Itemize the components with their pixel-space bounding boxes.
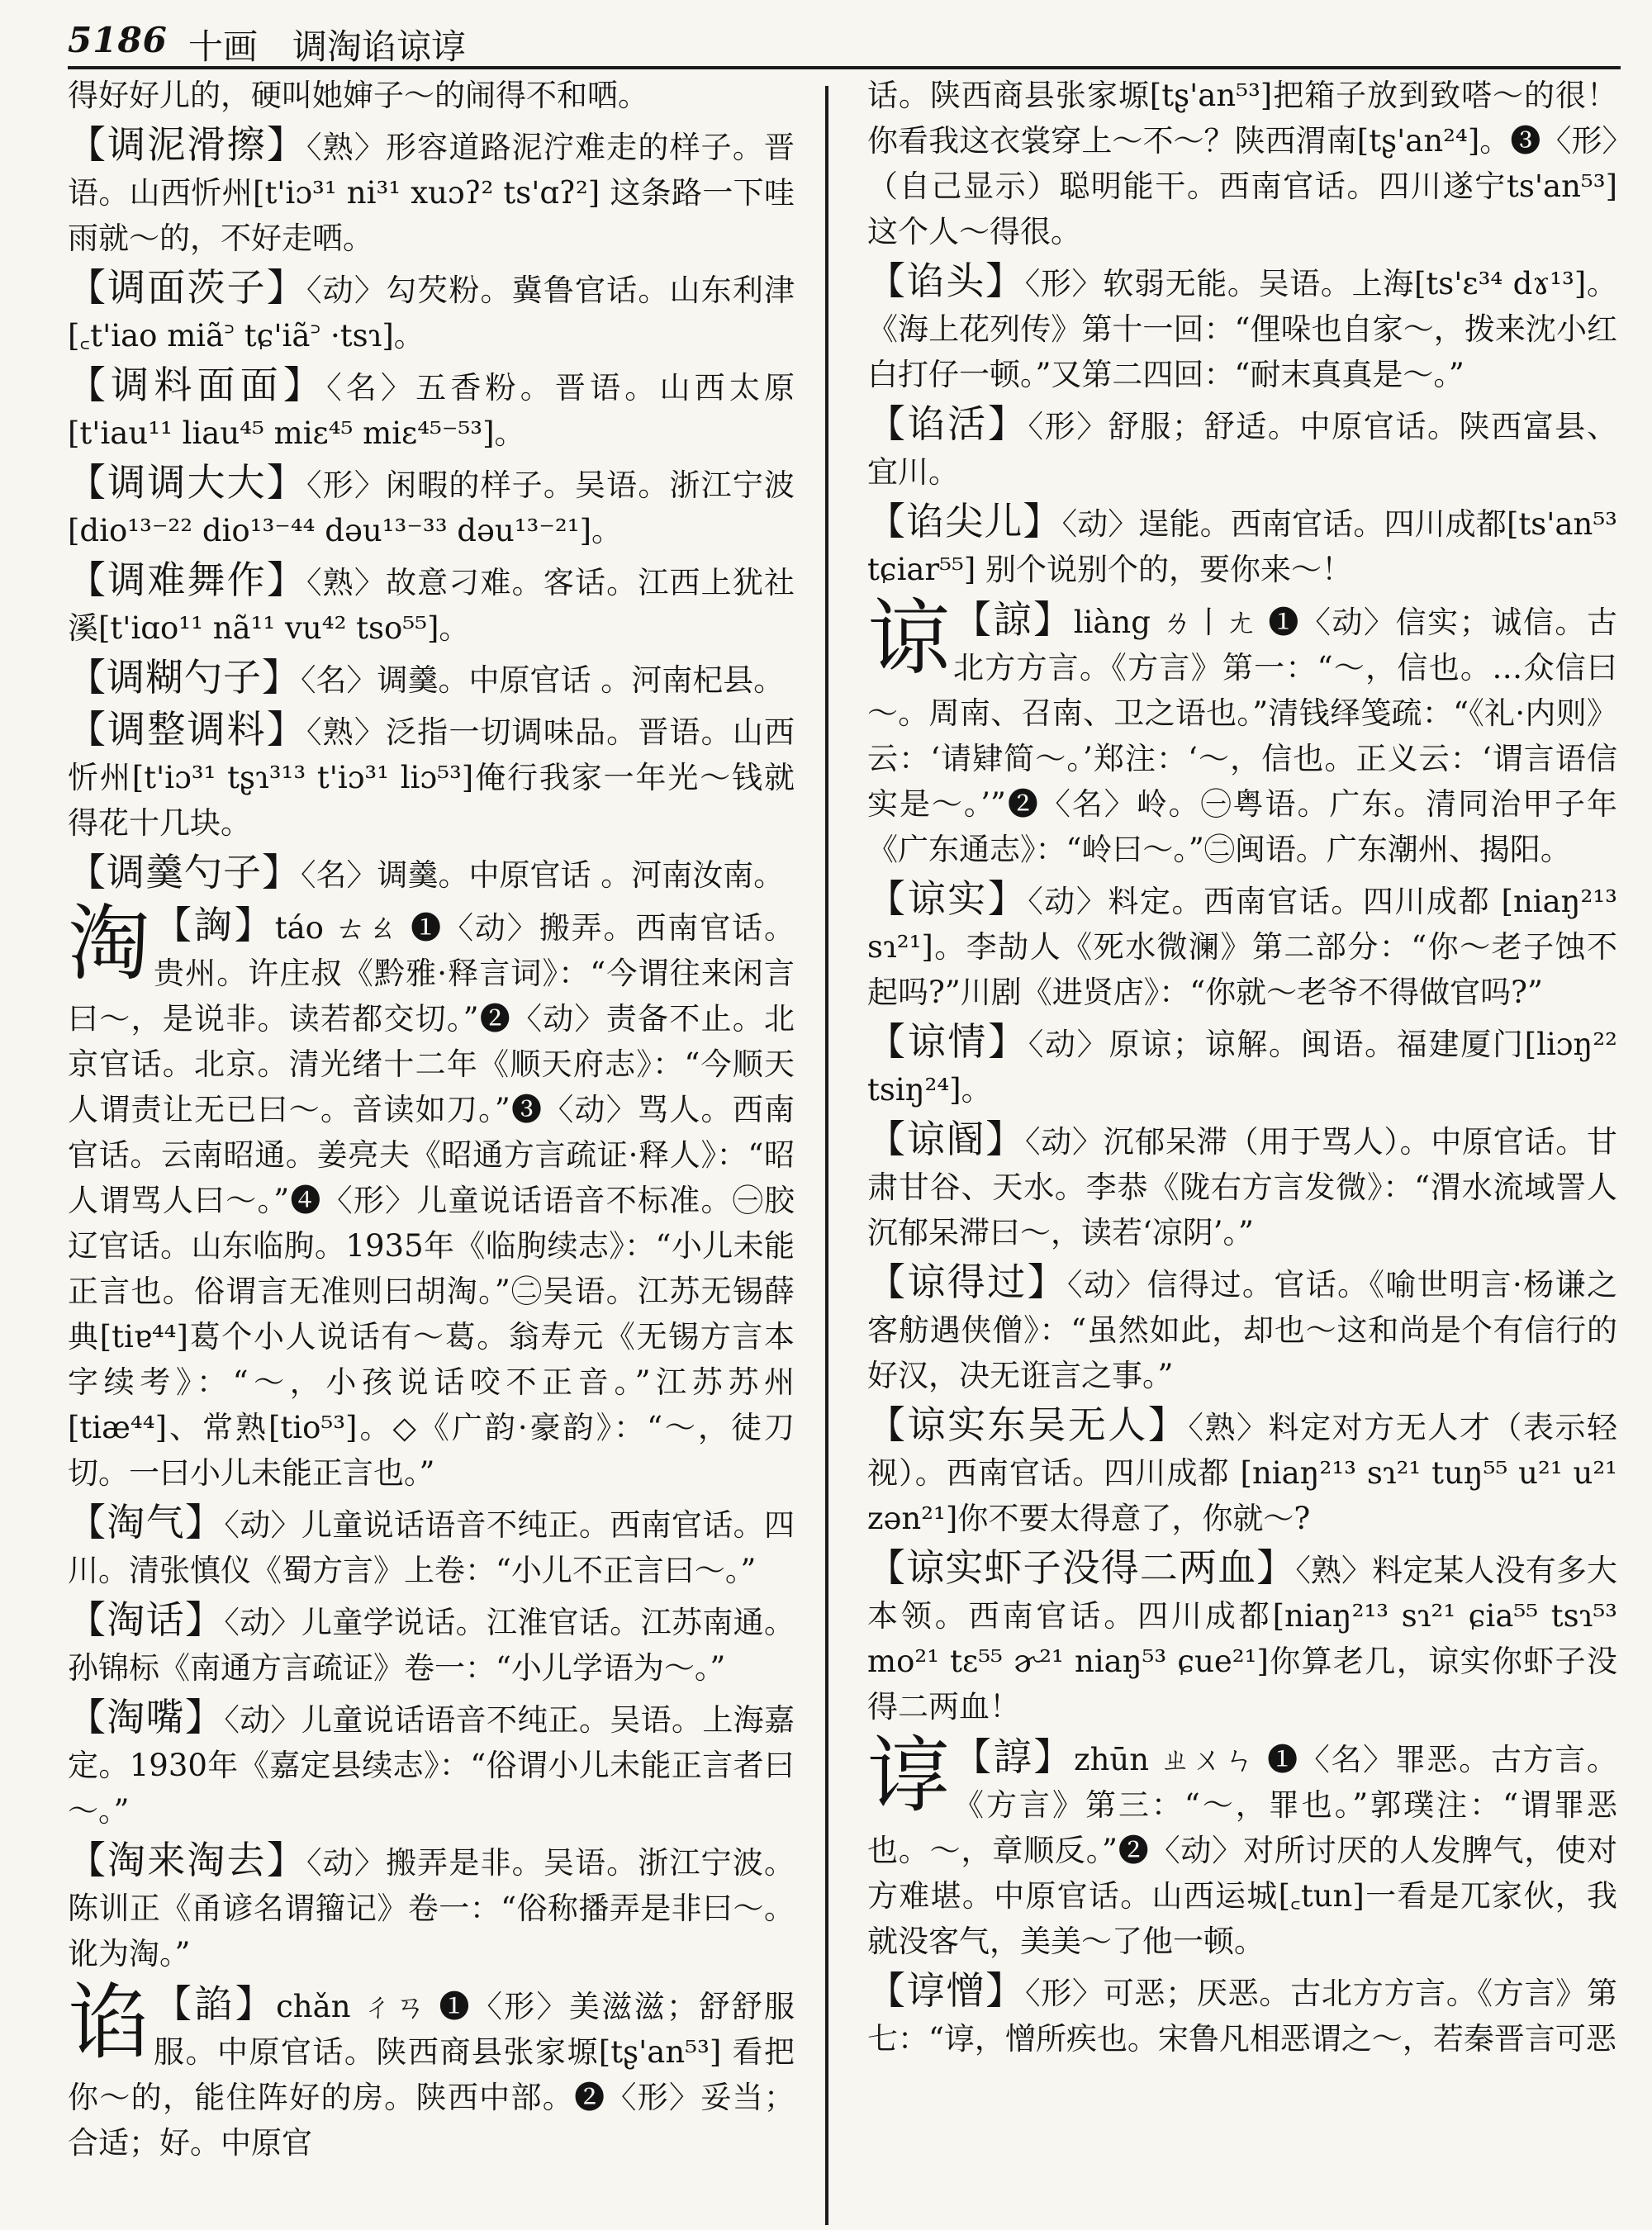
- entry-definition: 〈熟〉故意刁难。客话。江西上犹社溪[t'iɑo¹¹ nã¹¹ vu⁴² tso⁵⁵]。: [68, 565, 795, 646]
- pinyin-zhuyin: zhūn ㄓㄨㄣ: [1074, 1742, 1256, 1777]
- entry-headword: 【淘气】: [68, 1500, 225, 1544]
- head-character: 淘: [68, 895, 150, 992]
- entry-headword: 【谄活】: [867, 401, 1028, 446]
- dictionary-entry: [68, 1500, 795, 1593]
- entry-definition: 〈熟〉料定某人没有多大本领。西南官话。四川成都[niaŋ²¹³ sɿ²¹ ɕia⁵⁵ tsɿ⁵³ mo²¹ tɛ⁵⁵ ɚ²¹ niaŋ⁵³ ɕue²¹]你算老几，谅实你虾子没得二两血！: [867, 1553, 1618, 1725]
- dictionary-entry: [68, 1597, 795, 1691]
- pinyin-zhuyin: liàng ㄌ丨ㄤ: [1073, 605, 1257, 640]
- right-column: [867, 73, 1617, 2062]
- dictionary-entry: [867, 1117, 1617, 1255]
- character-entry: [68, 1974, 795, 2166]
- entry-definition: 〈动〉料定。西南官话。四川成都 [niaŋ²¹³ sɿ²¹]。李劼人《死水微澜》第二部分：“你～老子蚀不起吗?”川剧《进贤店》：“你就～老爷不得做官吗?”: [867, 884, 1617, 1010]
- entry-headword: 【谅实】: [867, 876, 1028, 921]
- traditional-form: 【諂】: [154, 1981, 277, 2026]
- headword-range: 调淘谄谅谆: [292, 26, 467, 67]
- dictionary-entry: [867, 259, 1617, 397]
- head-character: 谄: [68, 1974, 150, 2071]
- entry-headword: 【淘嘴】: [68, 1695, 225, 1739]
- dictionary-entry: [68, 655, 795, 703]
- head-character: 谅: [867, 590, 950, 686]
- section-label: 十画: [188, 26, 259, 67]
- continued-text: 话。陕西商县张家塬[tʂ'an⁵³]把箱子放到致嗒～的很！你看我这衣裳穿上～不～？陕西渭南[tʂ'an²⁴]。❸〈形〉（自己显示）聪明能干。西南官话。四川遂宁ts'an⁵³]这个人～得很。: [867, 78, 1617, 249]
- dictionary-entry: [68, 1838, 795, 1976]
- dictionary-entry: [68, 363, 795, 456]
- pinyin-zhuyin: táo ㄊㄠ: [274, 910, 400, 946]
- dictionary-entry: [68, 558, 795, 651]
- entry-definition: 〈熟〉泛指一切调味品。晋语。山西忻州[t'iɔ³¹ tʂɿ³¹³ t'iɔ³¹ liɔ⁵³]俺行我家一年光～钱就得花十几块。: [68, 714, 795, 841]
- entry-definition: 〈熟〉料定对方无人才（表示轻视）。西南官话。四川成都 [niaŋ²¹³ sɿ²¹ tuŋ⁵⁵ u²¹ u²¹ zən²¹]你不要太得意了，你就～?: [867, 1410, 1618, 1536]
- dictionary-entry: [867, 401, 1617, 495]
- character-senses: ❶〈形〉美滋滋；舒舒服服。中原官话。陕西商县张家塬[tʂ'an⁵³] 看把你～的，能住阵好的房。陕西中部。❷〈形〉妥当；合适；好。中原官: [68, 1989, 795, 2161]
- entry-headword: 【调调大大】: [68, 460, 306, 505]
- dictionary-entry: [867, 1402, 1617, 1541]
- character-entry: [867, 590, 1618, 872]
- entry-headword: 【淘话】: [68, 1597, 225, 1642]
- character-entry: [867, 1727, 1618, 1964]
- page-number: 5186: [68, 20, 168, 60]
- column-divider: [825, 86, 828, 2225]
- character-senses: ❶〈动〉信实；诚信。古北方方言。《方言》第一：“～，信也。…众信曰～。周南、召南、卫之语也。”清钱绎笺疏：“《礼·内则》云：‘请肄简～。’郑注：‘～，信也。正义云：‘谓言语信实是～。’”❷〈名〉岭。㊀粤语。广东。清同治甲子年《广东通志》：“岭曰～。”㊁闽语。广东潮州、揭阳。: [867, 605, 1618, 867]
- dictionary-entry: [867, 1968, 1617, 2062]
- dictionary-entry: [867, 499, 1617, 592]
- entry-headword: 【谅得过】: [867, 1260, 1068, 1304]
- entry-definition: 〈形〉软弱无能。吴语。上海[ts'ɛ³⁴ dɤ¹³]。《海上花列传》第十一回：“俚哚也自家～，拨来沈小红白打仔一顿。”又第二四回：“耐末真真是～。”: [867, 266, 1618, 392]
- entry-definition: 〈动〉沉郁呆滞（用于骂人）。中原官话。甘肃甘谷、天水。李恭《陇右方言发微》：“渭水流域詈人沉郁呆滞曰～，读若‘凉阴’。”: [867, 1124, 1618, 1250]
- traditional-form: 【諒】: [953, 597, 1074, 642]
- entry-definition: 〈动〉信得过。官话。《喻世明言·杨谦之客舫遇侠僧》：“虽然如此，却也～这和尚是个有信行的好汉，决无诳言之事。”: [867, 1267, 1618, 1393]
- entry-definition: 〈熟〉形容道路泥泞难走的样子。晋语。山西忻州[t'iɔ³¹ ni³¹ xuɔʔ² ts'ɑʔ²] 这条路一下哇雨就～的，不好走哂。: [68, 130, 795, 256]
- dictionary-entry: [68, 850, 795, 898]
- character-definition: [867, 590, 1618, 872]
- character-senses: ❶〈名〉罪恶。古方言。《方言》第三：“～，罪也。”郭璞注：“谓罪恶也。～，章顺反。”❷〈动〉对所讨厌的人发脾气，使对方难堪。中原官话。山西运城[꜀tun]一看是兀家伙，我就没客气，美美～了他一顿。: [867, 1742, 1618, 1959]
- entry-definition: 〈动〉勾芡粉。冀鲁官话。山东利津[꜀t'iao miã꜄ tɕ'iã꜄ ·tsɿ]。: [68, 273, 795, 353]
- character-definition: [68, 895, 795, 1496]
- entry-headword: 【谅情】: [867, 1019, 1028, 1064]
- entry-definition: 〈动〉儿童学说话。江淮官话。江苏南通。孙锦标《南通方言疏证》卷一：“小儿学语为～。”: [68, 1605, 795, 1686]
- entry-definition: 〈形〉闲暇的样子。吴语。浙江宁波[dio¹³⁻²² dio¹³⁻⁴⁴ dəu¹³⁻³³ dəu¹³⁻²¹]。: [68, 467, 795, 548]
- dictionary-entry: [867, 1545, 1617, 1729]
- entry-definition: 〈动〉逞能。西南官话。四川成都[ts'an⁵³ tɕiar⁵⁵] 别个说别个的，要你来～！: [867, 506, 1617, 587]
- traditional-form: 【諄】: [953, 1734, 1075, 1779]
- entry-headword: 【谄尖儿】: [867, 499, 1062, 543]
- entry-headword: 【淘来淘去】: [68, 1838, 306, 1882]
- entry-headword: 【调泥滑擦】: [68, 122, 306, 167]
- entry-headword: 【谅实东吴无人】: [867, 1402, 1189, 1447]
- entry-headword: 【调料面面】: [68, 363, 327, 407]
- dictionary-entry: [68, 460, 795, 553]
- entry-definition: 〈形〉可恶；厌恶。古北方方言。《方言》第七：“谆，憎所疾也。宋鲁凡相恶谓之～，若秦晋言可恶: [867, 1976, 1618, 2057]
- left-column: [68, 73, 795, 2166]
- entry-definition: 〈动〉搬弄是非。吴语。浙江宁波。陈训正《甬谚名谓籀记》卷一：“俗称播弄是非曰～。讹为淘。”: [68, 1845, 795, 1971]
- dictionary-entry: [867, 1260, 1617, 1398]
- entry-headword: 【谅实虾子没得二两血】: [867, 1545, 1296, 1590]
- entry-headword: 【谆憎】: [867, 1968, 1025, 2013]
- traditional-form: 【詾】: [154, 903, 275, 947]
- dictionary-entry: [68, 707, 795, 846]
- character-definition: [867, 1727, 1618, 1964]
- entry-definition: 〈动〉原谅；谅解。闽语。福建厦门[liɔŋ²² tsiŋ²⁴]。: [867, 1027, 1617, 1108]
- dictionary-entry: [867, 876, 1617, 1015]
- entry-headword: 【谅阍】: [867, 1117, 1025, 1161]
- entry-headword: 【调羹勺子】: [68, 850, 301, 894]
- character-definition: [68, 1974, 795, 2166]
- entry-definition: 〈形〉舒服；舒适。中原官话。陕西富县、宜川。: [867, 409, 1618, 490]
- page-header: [68, 15, 1621, 69]
- character-senses: ❶〈动〉搬弄。西南官话。贵州。许庄叔《黔雅·释言词》：“今谓往来闲言曰～，是说非。读若都交切。”❷〈动〉责备不止。北京官话。北京。清光绪十二年《顺天府志》：“今顺天人谓责让无已曰～。音读如刀。”❸〈动〉骂人。西南官话。云南昭通。姜亮夫《昭通方言疏证·释人》：“昭人谓骂人曰～。”❹〈形〉儿童说话语音不标准。㊀胶辽官话。山东临朐。1935年《临朐续志》：“小儿未能正言也。俗谓言无准则曰胡淘。”㊁吴语。江苏无锡薛典[tiɐ⁴⁴]葛个小人说话有～葛。翁寿元《无锡方言本字续考》：“～，小孩说话咬不正音。”江苏苏州 [tiæ⁴⁴]、常熟[tio⁵³]。◇《广韵·豪韵》：“～，徒刀切。一曰小儿未能正言也。”: [68, 910, 795, 1491]
- dictionary-entry: [867, 1019, 1617, 1113]
- dictionary-entry: [68, 122, 795, 261]
- pinyin-zhuyin: chǎn ㄔㄢ: [276, 1989, 428, 2024]
- entry-definition: 〈动〉儿童说话语音不纯正。西南官话。四川。清张慎仪《蜀方言》上卷：“小儿不正言曰～。”: [68, 1507, 795, 1588]
- entry-headword: 【谄头】: [867, 259, 1025, 303]
- running-title: [188, 20, 501, 69]
- entry-headword: 【调糊勺子】: [68, 655, 301, 700]
- entry-definition: 〈名〉五香粉。晋语。山西太原[t'iau¹¹ liau⁴⁵ miɛ⁴⁵ miɛ⁴⁵⁻⁵³]。: [68, 370, 795, 451]
- character-entry: [68, 895, 795, 1496]
- entry-definition: 〈名〉调羹。中原官话 。河南杞县。: [301, 662, 785, 698]
- entry-definition: 〈名〉调羹。中原官话 。河南汝南。: [301, 857, 785, 893]
- continued-text: 得好好儿的，硬叫她婶子～的闹得不和哂。: [68, 78, 648, 113]
- entry-definition: 〈动〉儿童说话语音不纯正。吴语。上海嘉定。1930年《嘉定县续志》：“俗谓小儿未能正言者曰～。”: [68, 1702, 795, 1829]
- head-character: 谆: [867, 1727, 950, 1824]
- entry-headword: 【调难舞作】: [68, 558, 306, 602]
- dictionary-entry: [68, 1695, 795, 1834]
- entry-headword: 【调面茨子】: [68, 265, 306, 310]
- entry-headword: 【调整调料】: [68, 707, 306, 752]
- dictionary-entry: [68, 265, 795, 358]
